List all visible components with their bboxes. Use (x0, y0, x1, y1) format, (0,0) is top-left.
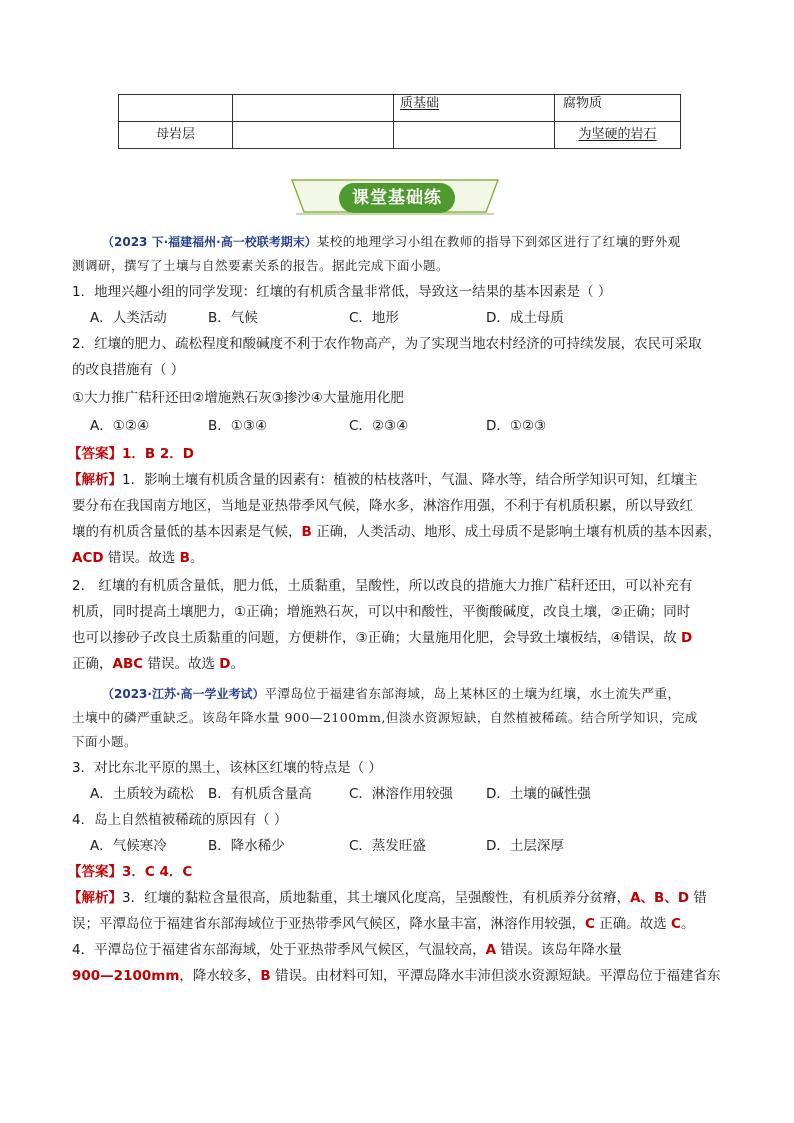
analysis-2-line4 (72, 654, 244, 674)
table-cell (394, 95, 555, 122)
analysis-text: 错误。该岛年降水量 (496, 942, 622, 958)
analysis-text: ，降水较多， (179, 968, 261, 984)
answer-text: 3．C 4．C (122, 864, 193, 880)
analysis-1-line4 (72, 548, 203, 568)
question-4: 4．岛上自然植被稀疏的原因有（ ） (72, 812, 288, 828)
analysis-1-line2: 要分布在我国南方地区，当地是亚热带季风气候，降水多，淋溶作用强，不利于有机质积累，所以导致红 (72, 498, 693, 514)
answer-3-4 (68, 862, 192, 882)
answer-key: B (260, 968, 271, 984)
group2-intro-line2: 土壤中的磷严重缺乏。该岛年降水量 900—2100mm,但淡水资源短缺，自然植被稀疏。结合所学知识，完成 (72, 710, 698, 725)
analysis-4-line1 (72, 940, 622, 960)
analysis-text: 3．红壤的黏粒含量很高，质地黏重，其土壤风化度高，呈强酸性，有机质养分贫瘠， (122, 890, 631, 906)
answer-label: 【答案】 (68, 864, 122, 880)
analysis-text: 错误。故选 (103, 550, 180, 566)
question-3: 3．对比东北平原的黑土，该林区红壤的特点是（ ） (72, 760, 382, 776)
option-d: D．成土母质 (486, 310, 564, 326)
table-row (119, 122, 681, 149)
table-cell-text: 为坚硬的岩石 (578, 127, 657, 142)
answer-key: C (585, 916, 595, 932)
question-2-line2: 的改良措施有（ ） (72, 362, 185, 378)
answer-key: C (671, 916, 681, 932)
group1-intro-line2: 测调研，撰写了土壤与自然要素关系的报告。据此完成下面小题。 (72, 258, 450, 273)
analysis-3-line2 (72, 914, 694, 934)
analysis-text: 壤的有机质含量低的基本因素是气候， (72, 524, 302, 540)
analysis-3-line1 (68, 888, 707, 908)
answer-key: ACD (72, 550, 104, 566)
intro-text: 平潭岛位于福建省东部海域，岛上某林区的土壤为红壤，水土流失严重， (264, 686, 681, 701)
option-c: C．淋溶作用较强 (349, 786, 453, 802)
analysis-text: 误；平潭岛位于福建省东部海域位于亚热带季风气候区，降水量丰富，淋溶作用较强， (72, 916, 585, 932)
analysis-label: 【解析】 (68, 472, 122, 488)
answer-label: 【答案】 (68, 446, 122, 462)
option-c: C．蒸发旺盛 (349, 838, 426, 854)
table-cell (233, 95, 394, 122)
answer-key: ABC (112, 656, 144, 672)
analysis-text: 1．影响土壤有机质含量的因素有：植被的枯枝落叶，气温、降水等，结合所学知识可知，红壤主 (122, 472, 698, 488)
option-b: B．降水稀少 (208, 838, 285, 854)
table-cell (119, 95, 233, 122)
answer-text: 1．B 2．D (122, 446, 194, 462)
table-cell-text: 质基础 (400, 96, 440, 111)
option-d: D．土层深厚 (486, 838, 564, 854)
option-a: A．人类活动 (90, 310, 167, 326)
analysis-text: 错误。由材料可知，平潭岛降水丰沛但淡水资源短缺。平潭岛位于福建省东 (270, 968, 721, 984)
answer-key: B (301, 524, 312, 540)
answer-key: A、B、D (630, 890, 690, 906)
table-cell (233, 122, 394, 149)
question-1: 1．地理兴趣小组的同学发现：红壤的有机质含量非常低，导致这一结果的基本因素是（ ） (72, 284, 612, 300)
option-c: C．地形 (349, 310, 399, 326)
intro-text: 某校的地理学习小组在教师的指导下到郊区进行了红壤的野外观 (316, 234, 681, 249)
question-2-measures: ①大力推广秸秆还田②增施熟石灰③掺沙④大量施用化肥 (72, 390, 404, 406)
analysis-2-line3 (72, 628, 692, 648)
analysis-1-line1 (68, 470, 698, 490)
answer-key: 900—2100mm (72, 968, 180, 984)
table-row (119, 95, 681, 122)
option-d: D．①②③ (486, 418, 547, 434)
analysis-2-line1: 2． 红壤的有机质含量低，肥力低，土质黏重，呈酸性，所以改良的措施大力推广秸秆还田，可以补充有 (72, 578, 693, 594)
analysis-label: 【解析】 (68, 890, 122, 906)
analysis-text: 错 (689, 890, 707, 906)
analysis-text: 4．平潭岛位于福建省东部海域，处于亚热带季风气候区，气温较高， (72, 942, 486, 958)
analysis-2-line2: 机质，同时提高土壤肥力，①正确；增施熟石灰，可以中和酸性，平衡酸碱度，改良土壤，②正确；同时 (72, 604, 691, 620)
source-tag: （2023 下·福建福州·高一校联考期末） (102, 235, 317, 249)
table-cell: 腐物质 (555, 95, 681, 122)
group2-intro-line1 (102, 684, 681, 704)
option-a: A．土质较为疏松 (90, 786, 194, 802)
group2-intro-line3: 下面小题。 (72, 734, 138, 749)
answer-key: D (219, 656, 231, 672)
answer-key: A (485, 942, 497, 958)
group1-intro-line1 (102, 232, 681, 252)
analysis-text: 。 (680, 916, 695, 932)
answer-key: B (179, 550, 190, 566)
analysis-text: 。 (230, 656, 244, 672)
table-cell: 母岩层 (119, 122, 233, 149)
question-2-line1: 2．红壤的肥力、疏松程度和酸碱度不利于农作物高产，为了实现当地农村经济的可持续发展，农民可采取 (72, 336, 702, 352)
analysis-4-line2 (72, 966, 720, 986)
option-d: D．土壤的碱性强 (486, 786, 591, 802)
option-c: C．②③④ (349, 418, 409, 434)
analysis-text: 正确， (72, 656, 113, 672)
analysis-text: 正确。故选 (594, 916, 672, 932)
option-b: B．①③④ (208, 418, 268, 434)
table-cell (394, 122, 555, 149)
option-b: B．有机质含量高 (208, 786, 312, 802)
answer-key: D (681, 630, 693, 646)
table-cell (555, 122, 681, 149)
answer-1-2 (68, 444, 194, 464)
option-a: A．①②④ (90, 418, 150, 434)
option-a: A．气候寒冷 (90, 838, 167, 854)
analysis-text: 正确，人类活动、地形、成土母质不是影响土壤有机质的基本因素， (311, 524, 722, 540)
soil-profile-table (118, 94, 681, 149)
analysis-text: 。 (189, 550, 204, 566)
banner-title: 课堂基础练 (352, 188, 442, 208)
source-tag: （2023·江苏·高一学业考试） (102, 687, 265, 701)
option-b: B．气候 (208, 310, 258, 326)
analysis-text: 错误。故选 (143, 656, 220, 672)
analysis-1-line3 (72, 522, 721, 542)
analysis-text: 也可以掺砂子改良土质黏重的问题，方便耕作，③正确；大量施用化肥，会导致土壤板结，④错误，故 (72, 630, 681, 646)
